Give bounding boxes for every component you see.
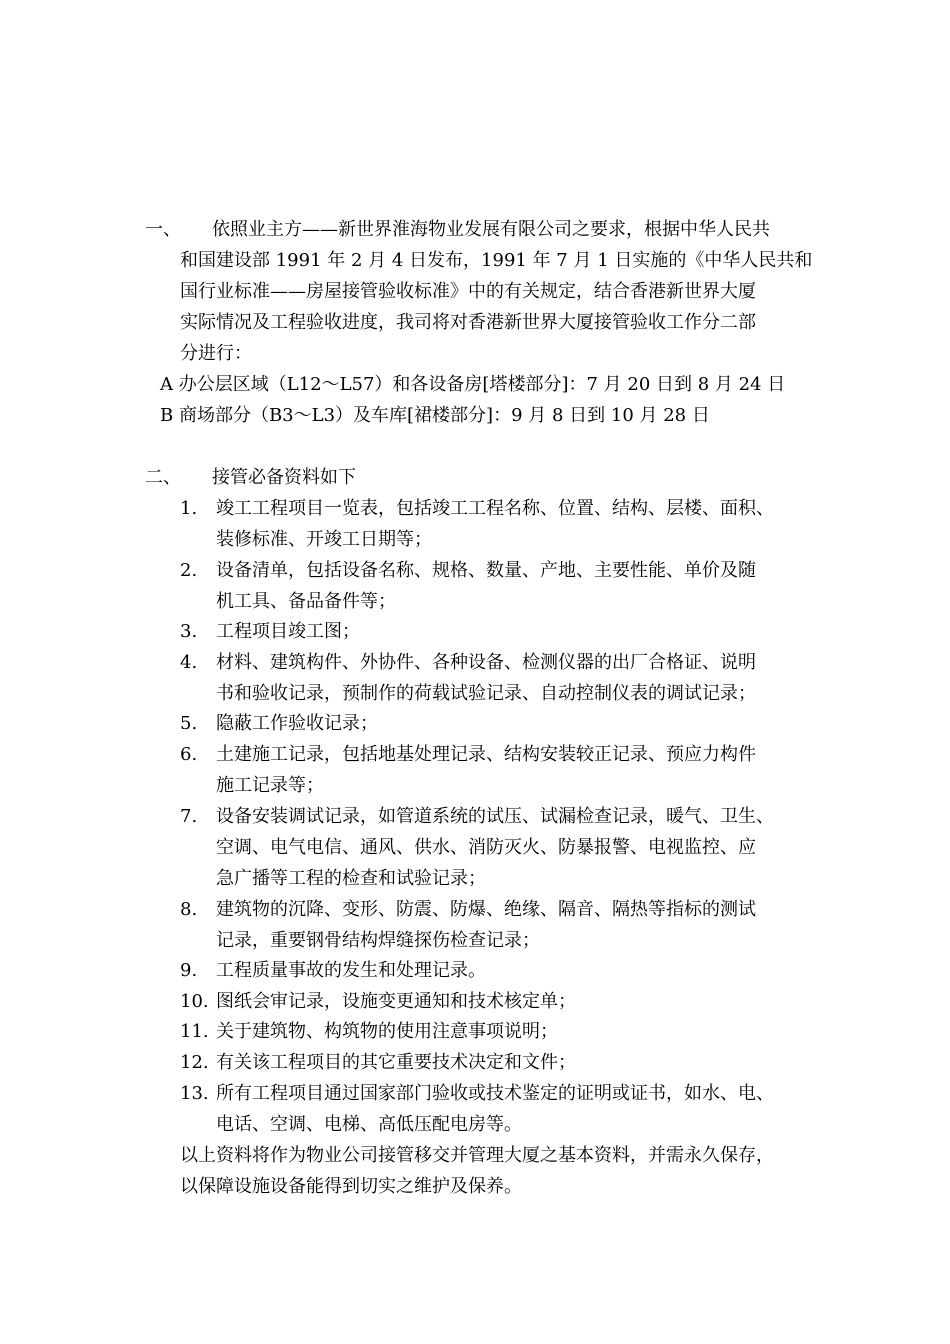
- list-item-text: 电话、空调、电梯、高低压配电房等。: [216, 1114, 522, 1135]
- list-item-text: 图纸会审记录，设施变更通知和技术核定单；: [216, 991, 576, 1012]
- list-item-text: 设备清单，包括设备名称、规格、数量、产地、主要性能、单价及随: [216, 560, 756, 581]
- section-2-number: 二、: [145, 467, 181, 488]
- list-item-text: 装修标准、开竣工日期等；: [216, 529, 432, 550]
- list-item-text: 材料、建筑构件、外协件、各种设备、检测仪器的出厂合格证、说明: [216, 652, 756, 673]
- list-item-text: 隐蔽工作验收记录；: [216, 713, 378, 734]
- list-item-number: 6.: [180, 744, 198, 765]
- section-1-line-4: 实际情况及工程验收进度，我司将对香港新世界大厦接管验收工作分二部: [180, 312, 756, 333]
- section-1-item-a: A 办公层区域（L12～L57）和各设备房[塔楼部分]：7 月 20 日到 8 月 24 日: [160, 374, 786, 395]
- section-2-title: 接管必备资料如下: [212, 467, 356, 488]
- list-item-number: 9.: [180, 960, 198, 981]
- list-item-text: 急广播等工程的检查和试验记录；: [216, 868, 486, 889]
- list-item-number: 3.: [180, 621, 198, 642]
- list-item-text: 所有工程项目通过国家部门验收或技术鉴定的证明或证书，如水、电、: [216, 1083, 774, 1104]
- list-item-text: 工程项目竣工图；: [216, 621, 360, 642]
- list-item-text: 工程质量事故的发生和处理记录。: [216, 960, 486, 981]
- list-item-text: 土建施工记录，包括地基处理记录、结构安装较正记录、预应力构件: [216, 744, 756, 765]
- section-1-line-2: 和国建设部 1991 年 2 月 4 日发布，1991 年 7 月 1 日实施的《中华人民共和: [180, 250, 813, 271]
- closing-line-1: 以上资料将作为物业公司接管移交并管理大厦之基本资料，并需永久保存，: [180, 1145, 774, 1166]
- list-item-text: 有关该工程项目的其它重要技术决定和文件；: [216, 1052, 576, 1073]
- list-item-number: 10.: [180, 991, 209, 1012]
- list-item-text: 建筑物的沉降、变形、防震、防爆、绝缘、隔音、隔热等指标的测试: [216, 899, 756, 920]
- list-item-number: 4.: [180, 652, 198, 673]
- list-item-text: 空调、电气电信、通风、供水、消防灭火、防暴报警、电视监控、应: [216, 837, 756, 858]
- list-item-number: 11.: [180, 1021, 209, 1042]
- list-item-text: 关于建筑物、构筑物的使用注意事项说明；: [216, 1021, 558, 1042]
- list-item-text: 竣工工程项目一览表，包括竣工工程名称、位置、结构、层楼、面积、: [216, 498, 774, 519]
- list-item-number: 2.: [180, 560, 198, 581]
- list-item-text: 施工记录等；: [216, 775, 324, 796]
- section-1-number: 一、: [145, 219, 181, 240]
- list-item-number: 5.: [180, 713, 198, 734]
- section-1-line-1: 依照业主方——新世界淮海物业发展有限公司之要求，根据中华人民共: [212, 219, 770, 240]
- list-item-number: 7.: [180, 806, 198, 827]
- section-1-line-5: 分进行：: [180, 343, 252, 364]
- list-item-text: 机工具、备品备件等；: [216, 591, 396, 612]
- list-item-number: 13.: [180, 1083, 209, 1104]
- section-1-line-3: 国行业标准——房屋接管验收标准》中的有关规定，结合香港新世界大厦: [180, 281, 756, 302]
- section-1-item-b: B 商场部分（B3～L3）及车库[裙楼部分]：9 月 8 日到 10 月 28 日: [160, 405, 710, 426]
- closing-line-2: 以保障设施设备能得到切实之维护及保养。: [180, 1176, 522, 1197]
- list-item-text: 书和验收记录，预制作的荷载试验记录、自动控制仪表的调试记录；: [216, 683, 756, 704]
- list-item-number: 1.: [180, 498, 198, 519]
- list-item-text: 设备安装调试记录，如管道系统的试压、试漏检查记录，暖气、卫生、: [216, 806, 774, 827]
- list-item-text: 记录，重要钢骨结构焊缝探伤检查记录；: [216, 930, 540, 951]
- list-item-number: 12.: [180, 1052, 209, 1073]
- list-item-number: 8.: [180, 899, 198, 920]
